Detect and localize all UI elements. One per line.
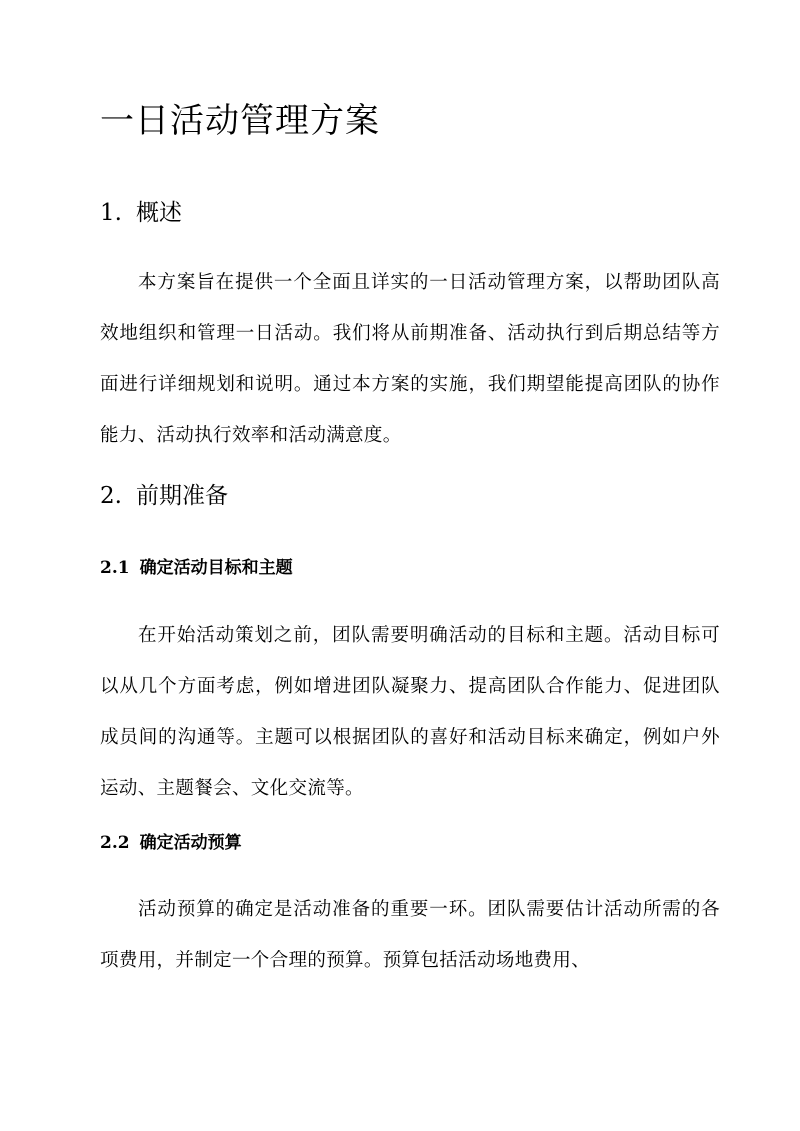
document-title: 一日活动管理方案 bbox=[100, 101, 380, 141]
section-heading-overview bbox=[100, 193, 182, 233]
overview-paragraph: 本方案旨在提供一个全面且详实的一日活动管理方案，以帮助团队高效地组织和管理一日活动。我们将从前期准备、活动执行到后期总结等方面进行详细规划和说明。通过本方案的实施，我们期望能提高团队的协作能力、活动执行效率和活动满意度。 bbox=[100, 272, 720, 446]
goals-paragraph: 在开始活动策划之前，团队需要明确活动的目标和主题。活动目标可以从几个方面考虑，例如增进团队凝聚力、提高团队合作能力、促进团队成员间的沟通等。主题可以根据团队的喜好和活动目标来确定，例如户外运动、主题餐会、文化交流等。 bbox=[100, 625, 720, 799]
section-heading-text: 前期准备 bbox=[135, 483, 228, 509]
section-heading-text: 概述 bbox=[135, 200, 182, 226]
budget-paragraph: 活动预算的确定是活动准备的重要一环。团队需要估计活动所需的各项费用，并制定一个合理的预算。预算包括活动场地费用、 bbox=[100, 899, 720, 971]
section-heading-preparation bbox=[100, 476, 228, 516]
subsection-number: 2.2 bbox=[100, 833, 130, 853]
subsection-heading-text: 确定活动预算 bbox=[139, 833, 242, 853]
section-number: 2. bbox=[100, 483, 122, 509]
subsection-number: 2.1 bbox=[100, 558, 130, 578]
subsection-heading-text: 确定活动目标和主题 bbox=[139, 558, 293, 578]
subsection-heading-goals bbox=[100, 553, 293, 583]
section-number: 1. bbox=[100, 200, 122, 226]
subsection-heading-budget bbox=[100, 828, 242, 858]
